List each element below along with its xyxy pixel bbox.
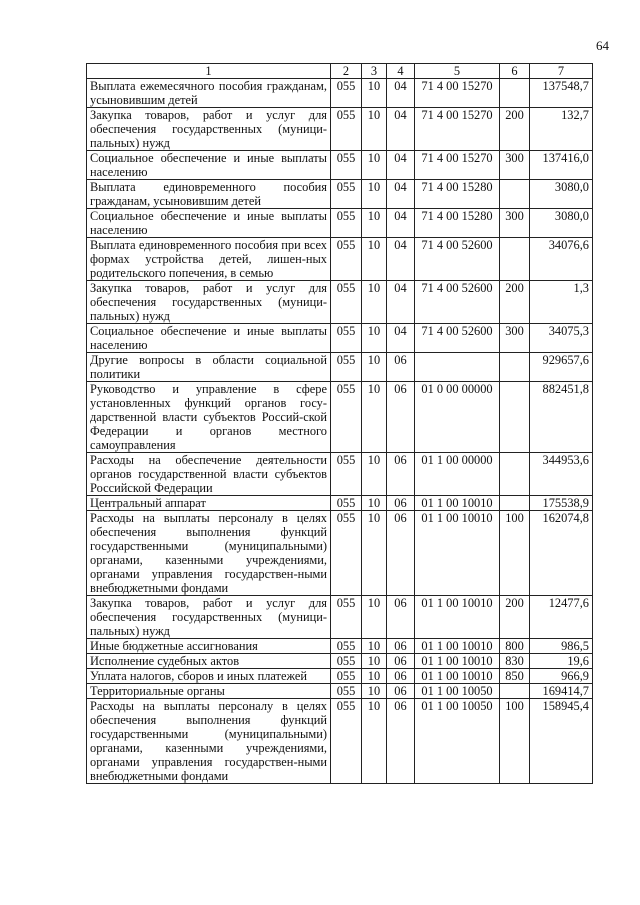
amount-cell: 132,7	[530, 108, 593, 151]
row-name-cell: Выплата ежемесячного пособия гражданам, усыновившим детей	[87, 79, 331, 108]
amount-cell: 169414,7	[530, 684, 593, 699]
section-code-cell: 10	[362, 353, 387, 382]
row-name-cell: Центральный аппарат	[87, 496, 331, 511]
amount-cell: 986,5	[530, 639, 593, 654]
section-code-cell: 10	[362, 324, 387, 353]
ministry-code-cell: 055	[331, 596, 362, 639]
article-code-cell: 01 1 00 10010	[415, 669, 500, 684]
article-code-cell: 71 4 00 15280	[415, 180, 500, 209]
row-name-cell: Исполнение судебных актов	[87, 654, 331, 669]
subsection-code-cell: 06	[387, 654, 415, 669]
article-code-cell: 71 4 00 52600	[415, 238, 500, 281]
section-code-cell: 10	[362, 238, 387, 281]
article-code-cell: 71 4 00 15280	[415, 209, 500, 238]
amount-cell: 162074,8	[530, 511, 593, 596]
table-row	[87, 238, 593, 281]
table-row	[87, 180, 593, 209]
subsection-code-cell: 06	[387, 511, 415, 596]
row-name-cell: Другие вопросы в области социальной политики	[87, 353, 331, 382]
ministry-code-cell: 055	[331, 699, 362, 784]
expense-type-cell: 200	[500, 596, 530, 639]
table-row	[87, 684, 593, 699]
subsection-code-cell: 04	[387, 238, 415, 281]
row-name-cell: Социальное обеспечение и иные выплаты населению	[87, 324, 331, 353]
subsection-code-cell: 04	[387, 209, 415, 238]
table-row	[87, 108, 593, 151]
amount-cell: 12477,6	[530, 596, 593, 639]
column-header: 5	[415, 64, 500, 79]
table-row	[87, 654, 593, 669]
ministry-code-cell: 055	[331, 382, 362, 453]
header-row	[87, 64, 593, 79]
amount-cell: 882451,8	[530, 382, 593, 453]
amount-cell: 34076,6	[530, 238, 593, 281]
subsection-code-cell: 06	[387, 353, 415, 382]
expense-type-cell	[500, 496, 530, 511]
table-row	[87, 596, 593, 639]
section-code-cell: 10	[362, 108, 387, 151]
row-name-cell: Иные бюджетные ассигнования	[87, 639, 331, 654]
article-code-cell: 01 1 00 10050	[415, 684, 500, 699]
ministry-code-cell: 055	[331, 151, 362, 180]
article-code-cell: 01 1 00 10010	[415, 511, 500, 596]
ministry-code-cell: 055	[331, 639, 362, 654]
expense-type-cell	[500, 453, 530, 496]
section-code-cell: 10	[362, 596, 387, 639]
row-name-cell: Закупка товаров, работ и услуг для обеспечения государственных (муници-пальных) нужд	[87, 596, 331, 639]
table-row	[87, 79, 593, 108]
article-code-cell: 71 4 00 52600	[415, 324, 500, 353]
column-header: 6	[500, 64, 530, 79]
table-row	[87, 353, 593, 382]
row-name-cell: Закупка товаров, работ и услуг для обеспечения государственных (муници-пальных) нужд	[87, 281, 331, 324]
section-code-cell: 10	[362, 79, 387, 108]
row-name-cell: Социальное обеспечение и иные выплаты населению	[87, 151, 331, 180]
ministry-code-cell: 055	[331, 511, 362, 596]
subsection-code-cell: 04	[387, 79, 415, 108]
ministry-code-cell: 055	[331, 324, 362, 353]
expense-type-cell: 300	[500, 151, 530, 180]
section-code-cell: 10	[362, 511, 387, 596]
ministry-code-cell: 055	[331, 180, 362, 209]
section-code-cell: 10	[362, 669, 387, 684]
article-code-cell: 71 4 00 15270	[415, 151, 500, 180]
amount-cell: 34075,3	[530, 324, 593, 353]
section-code-cell: 10	[362, 382, 387, 453]
article-code-cell: 71 4 00 52600	[415, 281, 500, 324]
row-name-cell: Социальное обеспечение и иные выплаты населению	[87, 209, 331, 238]
section-code-cell: 10	[362, 654, 387, 669]
article-code-cell: 01 1 00 10010	[415, 496, 500, 511]
expense-type-cell: 100	[500, 699, 530, 784]
section-code-cell: 10	[362, 699, 387, 784]
row-name-cell: Уплата налогов, сборов и иных платежей	[87, 669, 331, 684]
table-row	[87, 511, 593, 596]
table-row	[87, 669, 593, 684]
row-name-cell: Выплата единовременного пособия гражданам, усыновившим детей	[87, 180, 331, 209]
subsection-code-cell: 04	[387, 180, 415, 209]
amount-cell: 137548,7	[530, 79, 593, 108]
expense-type-cell	[500, 353, 530, 382]
amount-cell: 966,9	[530, 669, 593, 684]
subsection-code-cell: 06	[387, 669, 415, 684]
page-number: 64	[596, 38, 609, 53]
table-row	[87, 209, 593, 238]
ministry-code-cell: 055	[331, 684, 362, 699]
ministry-code-cell: 055	[331, 669, 362, 684]
expense-type-cell: 800	[500, 639, 530, 654]
amount-cell: 158945,4	[530, 699, 593, 784]
article-code-cell: 01 0 00 00000	[415, 382, 500, 453]
subsection-code-cell: 06	[387, 496, 415, 511]
section-code-cell: 10	[362, 209, 387, 238]
table-row	[87, 699, 593, 784]
section-code-cell: 10	[362, 496, 387, 511]
expense-type-cell: 300	[500, 324, 530, 353]
section-code-cell: 10	[362, 453, 387, 496]
subsection-code-cell: 06	[387, 639, 415, 654]
row-name-cell: Расходы на выплаты персоналу в целях обеспечения выполнения функций государственными (муниципальными) органами, казенными учреждениями, органами управления государствен-ными внебюджетными фондами	[87, 511, 331, 596]
article-code-cell: 71 4 00 15270	[415, 79, 500, 108]
column-header: 4	[387, 64, 415, 79]
ministry-code-cell: 055	[331, 654, 362, 669]
table-row	[87, 453, 593, 496]
column-header: 1	[87, 64, 331, 79]
ministry-code-cell: 055	[331, 453, 362, 496]
expense-type-cell: 200	[500, 108, 530, 151]
section-code-cell: 10	[362, 281, 387, 324]
section-code-cell: 10	[362, 151, 387, 180]
expense-type-cell	[500, 382, 530, 453]
table-row	[87, 151, 593, 180]
ministry-code-cell: 055	[331, 496, 362, 511]
row-name-cell: Расходы на обеспечение деятельности органов государственной власти субъектов Российской Федерации	[87, 453, 331, 496]
subsection-code-cell: 06	[387, 453, 415, 496]
amount-cell: 929657,6	[530, 353, 593, 382]
expense-type-cell: 200	[500, 281, 530, 324]
amount-cell: 1,3	[530, 281, 593, 324]
article-code-cell	[415, 353, 500, 382]
ministry-code-cell: 055	[331, 238, 362, 281]
ministry-code-cell: 055	[331, 281, 362, 324]
table-row	[87, 324, 593, 353]
expense-type-cell: 850	[500, 669, 530, 684]
subsection-code-cell: 06	[387, 684, 415, 699]
amount-cell: 19,6	[530, 654, 593, 669]
amount-cell: 175538,9	[530, 496, 593, 511]
article-code-cell: 71 4 00 15270	[415, 108, 500, 151]
article-code-cell: 01 1 00 10010	[415, 654, 500, 669]
table-row	[87, 382, 593, 453]
subsection-code-cell: 06	[387, 596, 415, 639]
subsection-code-cell: 04	[387, 108, 415, 151]
subsection-code-cell: 04	[387, 151, 415, 180]
ministry-code-cell: 055	[331, 353, 362, 382]
article-code-cell: 01 1 00 10010	[415, 596, 500, 639]
section-code-cell: 10	[362, 639, 387, 654]
article-code-cell: 01 1 00 00000	[415, 453, 500, 496]
article-code-cell: 01 1 00 10010	[415, 639, 500, 654]
amount-cell: 137416,0	[530, 151, 593, 180]
section-code-cell: 10	[362, 684, 387, 699]
subsection-code-cell: 04	[387, 324, 415, 353]
expense-type-cell	[500, 684, 530, 699]
expense-type-cell	[500, 79, 530, 108]
ministry-code-cell: 055	[331, 209, 362, 238]
column-header: 7	[530, 64, 593, 79]
subsection-code-cell: 06	[387, 699, 415, 784]
expense-type-cell: 100	[500, 511, 530, 596]
amount-cell: 3080,0	[530, 180, 593, 209]
column-header: 2	[331, 64, 362, 79]
ministry-code-cell: 055	[331, 79, 362, 108]
subsection-code-cell: 04	[387, 281, 415, 324]
row-name-cell: Территориальные органы	[87, 684, 331, 699]
table-body	[87, 79, 593, 784]
expense-type-cell	[500, 238, 530, 281]
ministry-code-cell: 055	[331, 108, 362, 151]
table-row	[87, 639, 593, 654]
section-code-cell: 10	[362, 180, 387, 209]
table-row	[87, 281, 593, 324]
row-name-cell: Расходы на выплаты персоналу в целях обеспечения выполнения функций государственными (муниципальными) органами, казенными учреждениями, органами управления государствен-ными внебюджетными фондами	[87, 699, 331, 784]
column-header: 3	[362, 64, 387, 79]
amount-cell: 344953,6	[530, 453, 593, 496]
article-code-cell: 01 1 00 10050	[415, 699, 500, 784]
subsection-code-cell: 06	[387, 382, 415, 453]
expense-type-cell: 830	[500, 654, 530, 669]
table-row	[87, 496, 593, 511]
row-name-cell: Руководство и управление в сфере установленных функций органов госу-дарственной власти субъектов Россий-ской Федерации и органов местного самоуправления	[87, 382, 331, 453]
expense-type-cell: 300	[500, 209, 530, 238]
expense-type-cell	[500, 180, 530, 209]
row-name-cell: Выплата единовременного пособия при всех формах устройства детей, лишен-ных родительского попечения, в семью	[87, 238, 331, 281]
row-name-cell: Закупка товаров, работ и услуг для обеспечения государственных (муници-пальных) нужд	[87, 108, 331, 151]
budget-table	[86, 63, 593, 784]
amount-cell: 3080,0	[530, 209, 593, 238]
